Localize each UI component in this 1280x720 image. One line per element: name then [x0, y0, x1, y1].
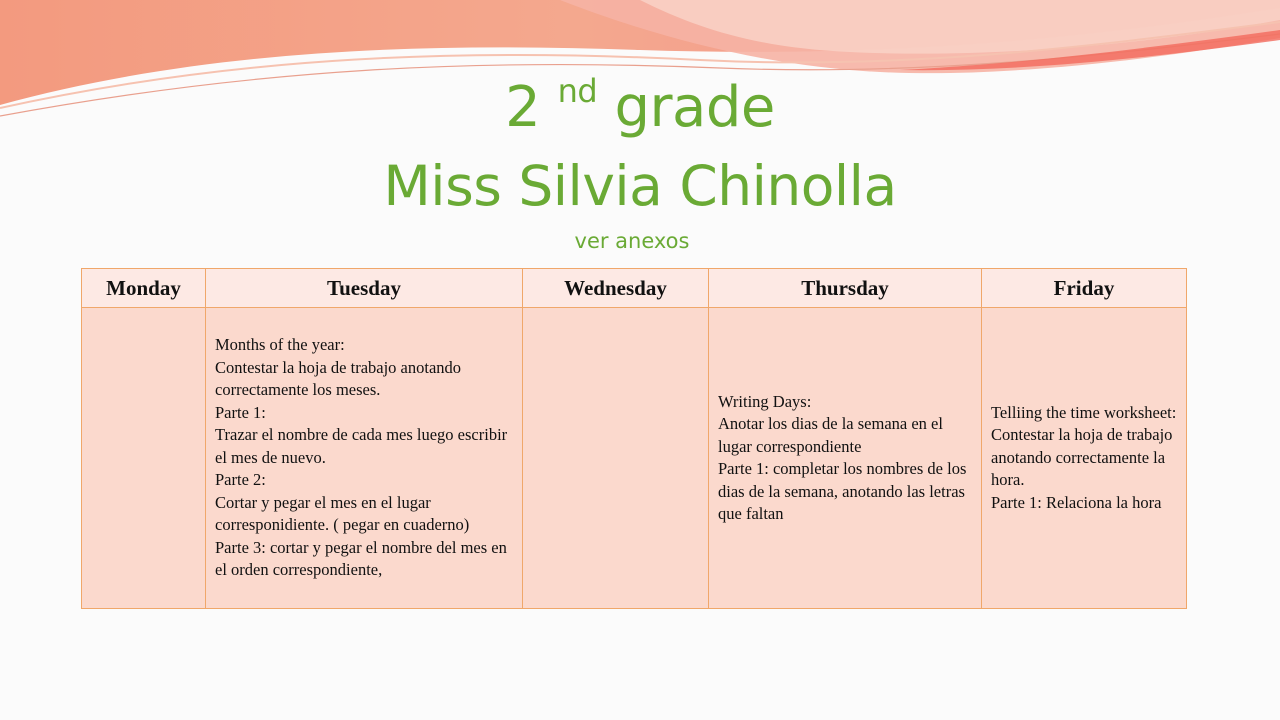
thursday-content: [709, 391, 981, 526]
grade-number: 2: [505, 75, 541, 140]
teacher-name: Miss Silvia Chinolla: [383, 154, 897, 218]
thursday-line: Parte 1: completar los nombres de los dias de la semana, anotando las letras que faltan: [718, 459, 967, 523]
tuesday-line: Parte 2:: [215, 470, 266, 490]
grade-heading: [0, 70, 1280, 146]
weekly-schedule-table: [81, 268, 1187, 609]
cell-wednesday: [523, 308, 709, 609]
tuesday-line: Contestar la hoja de trabajo anotando correctamente los meses.: [215, 357, 462, 400]
cell-thursday: [709, 308, 982, 609]
header-row: [82, 269, 1187, 308]
friday-content: [982, 402, 1186, 515]
header-wednesday: Wednesday: [523, 269, 709, 308]
header-thursday: Thursday: [709, 269, 982, 308]
friday-line: Contestar la hoja de trabajo anotando correctamente la hora.: [991, 425, 1173, 490]
thursday-line: Writing Days:: [718, 391, 812, 411]
friday-line: Telliing the time worksheet:: [991, 402, 1177, 422]
tuesday-line: Trazar el nombre de cada mes luego escribir el mes de nuevo.: [215, 425, 508, 467]
table-row: [82, 308, 1187, 609]
tuesday-line: Cortar y pegar el mes en el lugar corresponidiente. ( pegar en cuaderno): [215, 492, 470, 535]
grade-suffix: nd: [557, 72, 598, 110]
tuesday-content: [206, 334, 522, 582]
header-tuesday: Tuesday: [206, 269, 523, 308]
cell-friday: [982, 308, 1187, 609]
tuesday-line: Parte 1:: [215, 402, 266, 422]
thursday-line: Anotar los dias de la semana en el lugar correspondiente: [718, 414, 943, 456]
friday-line: Parte 1: Relaciona la hora: [991, 492, 1162, 512]
cell-tuesday: [206, 308, 523, 609]
header-friday: Friday: [982, 269, 1187, 308]
tuesday-line: Parte 3: cortar y pegar el nombre del mes en el orden correspondiente,: [215, 537, 507, 580]
cell-monday: [82, 308, 206, 609]
header-monday: Monday: [82, 269, 206, 308]
grade-word: grade: [614, 75, 775, 140]
tuesday-line: Months of the year:: [215, 335, 345, 355]
subtitle-ver-anexos: ver anexos: [574, 229, 690, 253]
